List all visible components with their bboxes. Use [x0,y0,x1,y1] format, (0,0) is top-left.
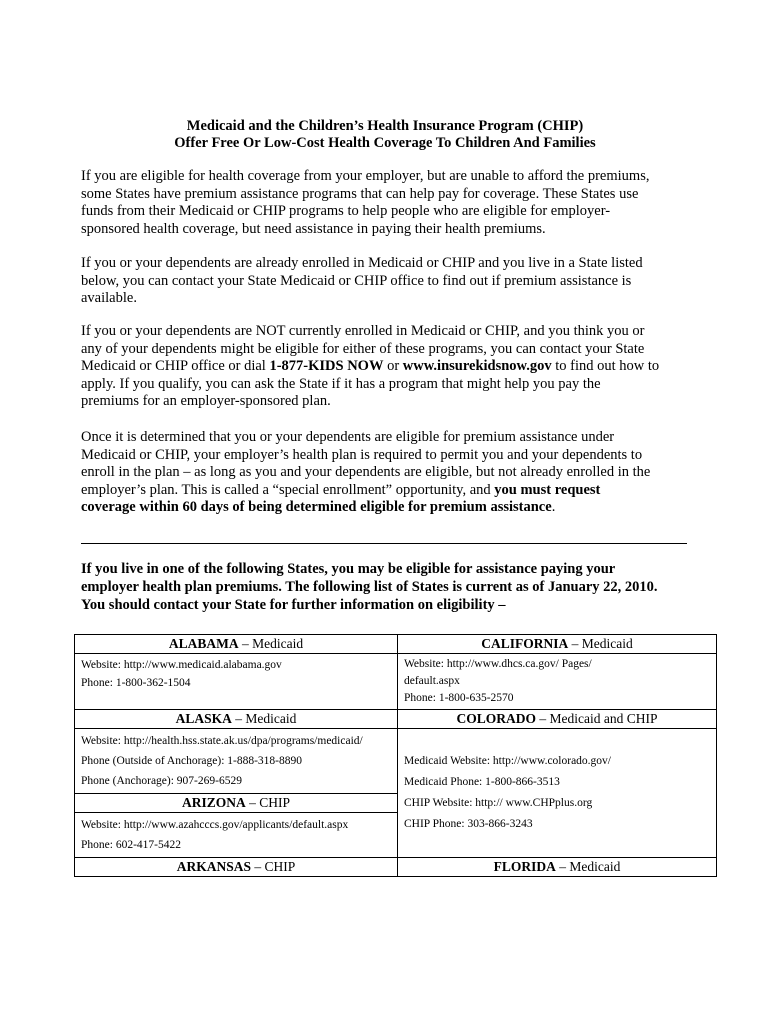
paragraph-line [81,499,691,517]
notice-line: You should contact your State for further information on eligibility – [81,597,506,613]
paragraph-line: below, you can contact your State Medicaid or CHIP office to find out if premium assistance is [81,272,632,289]
state-name: FLORIDA [493,859,556,874]
paragraph-line: funds from their Medicaid or CHIP programs to help people who are eligible for employer- [81,203,611,220]
state-name: ARKANSAS [176,859,251,874]
state-name: CALIFORNIA [481,636,569,651]
state-header-florida [398,858,717,877]
medicaid-website[interactable]: Medicaid Website: http://www.colorado.gov/ [404,755,611,767]
state-website[interactable]: Website: http://health.hss.state.ak.us/dpa/programs/medicaid/ [81,735,363,747]
state-website[interactable]: Website: http://www.dhcs.ca.gov/ Pages/ [404,658,592,670]
paragraph-line: enroll in the plan – as long as you and your dependents are eligible, but not already enrolled in the [81,464,651,481]
state-info-alabama [75,654,398,710]
state-name: ALABAMA [168,636,239,651]
paragraph-line: some States have premium assistance programs that can help pay for coverage. These States use [81,185,639,202]
state-phone: Phone (Anchorage): 907-269-6529 [81,775,242,787]
state-info-alaska [75,729,398,794]
paragraph-not-enrolled [81,323,691,411]
document-title [80,118,690,152]
table-row [75,635,717,654]
table-row [75,710,717,729]
table-row [75,729,717,794]
paragraph-line: apply. If you qualify, you can ask the State if it has a program that might help you pay the [81,375,601,392]
title-line-2: Offer Free Or Low-Cost Health Coverage To Children And Families [174,135,596,151]
state-website-cont[interactable]: default.aspx [404,675,460,687]
notice-line: If you live in one of the following States, you may be eligible for assistance paying your [81,561,616,577]
state-name: ALASKA [175,711,232,726]
state-info-colorado [398,729,717,858]
state-program: – Medicaid [238,636,304,651]
title-line-1: Medicaid and the Children’s Health Insurance Program (CHIP) [186,118,584,134]
paragraph-line: any of your dependents might be eligible for either of these programs, you can contact your State [81,340,645,357]
text-run: Medicaid or CHIP office or dial [81,358,270,375]
emphasis-text: you must request [494,481,601,498]
state-program: – Medicaid [555,859,621,874]
state-header-alabama [75,635,398,654]
chip-website[interactable]: CHIP Website: http:// www.CHPplus.org [404,797,593,809]
medicaid-phone: Medicaid Phone: 1-800-866-3513 [404,776,560,788]
paragraph-already-enrolled [81,255,691,308]
text-run: . [551,499,556,516]
state-phone: Phone (Outside of Anchorage): 1-888-318-8890 [81,755,303,767]
state-header-arizona [75,794,398,813]
state-header-alaska [75,710,398,729]
state-program: – CHIP [251,859,296,874]
states-table [74,634,717,877]
state-header-arkansas [75,858,398,877]
state-website[interactable]: Website: http://www.medicaid.alabama.gov [81,659,282,671]
state-program: – CHIP [245,795,291,810]
paragraph-line: sponsored health coverage, but need assistance in paying their health premiums. [81,220,546,237]
state-phone: Phone: 1-800-635-2570 [404,692,514,704]
table-row [75,858,717,877]
state-program: – Medicaid [568,636,633,651]
state-phone: Phone: 1-800-362-1504 [81,677,191,689]
kids-now-phone: 1-877-KIDS NOW [269,358,384,375]
paragraph-line: If you or your dependents are already enrolled in Medicaid or CHIP and you live in a State listed [81,255,643,271]
text-run: or [383,358,403,375]
text-run: employer’s plan. This is called a “special enrollment” opportunity, and [81,481,495,498]
insurekidsnow-link[interactable]: www.insurekidsnow.gov [402,358,552,375]
horizontal-divider [81,543,687,544]
table-row [75,654,717,710]
paragraph-line: available. [81,290,137,307]
paragraph-special-enrollment [81,429,691,517]
paragraph-line: Once it is determined that you or your dependents are eligible for premium assistance under [81,429,615,445]
state-header-colorado [398,710,717,729]
state-eligibility-notice [81,560,691,614]
notice-line: employer health plan premiums. The following list of States is current as of January 22, 2010. [81,579,658,595]
state-header-california [398,635,717,654]
paragraph-premium-assistance-intro [81,168,691,238]
paragraph-line: If you are eligible for health coverage from your employer, but are unable to afford the premiums, [81,168,650,184]
text-run: to find out how to [551,358,660,375]
state-program: – Medicaid and CHIP [536,711,658,726]
paragraph-line: Medicaid or CHIP, your employer’s health plan is required to permit you and your dependents to [81,446,643,463]
state-website[interactable]: Website: http://www.azahcccs.gov/applicants/default.aspx [81,819,349,831]
paragraph-line [81,358,691,376]
emphasis-text: coverage within 60 days of being determined eligible for premium assistance [81,499,552,516]
paragraph-line: If you or your dependents are NOT currently enrolled in Medicaid or CHIP, and you think you or [81,323,645,339]
paragraph-line: premiums for an employer-sponsored plan. [81,393,331,410]
state-program: – Medicaid [231,711,297,726]
state-phone: Phone: 602-417-5422 [81,839,181,851]
paragraph-line [81,482,691,500]
state-name: ARIZONA [181,795,246,810]
state-name: COLORADO [456,711,537,726]
chip-phone: CHIP Phone: 303-866-3243 [404,818,533,830]
state-info-arizona [75,813,398,858]
state-info-california [398,654,717,710]
